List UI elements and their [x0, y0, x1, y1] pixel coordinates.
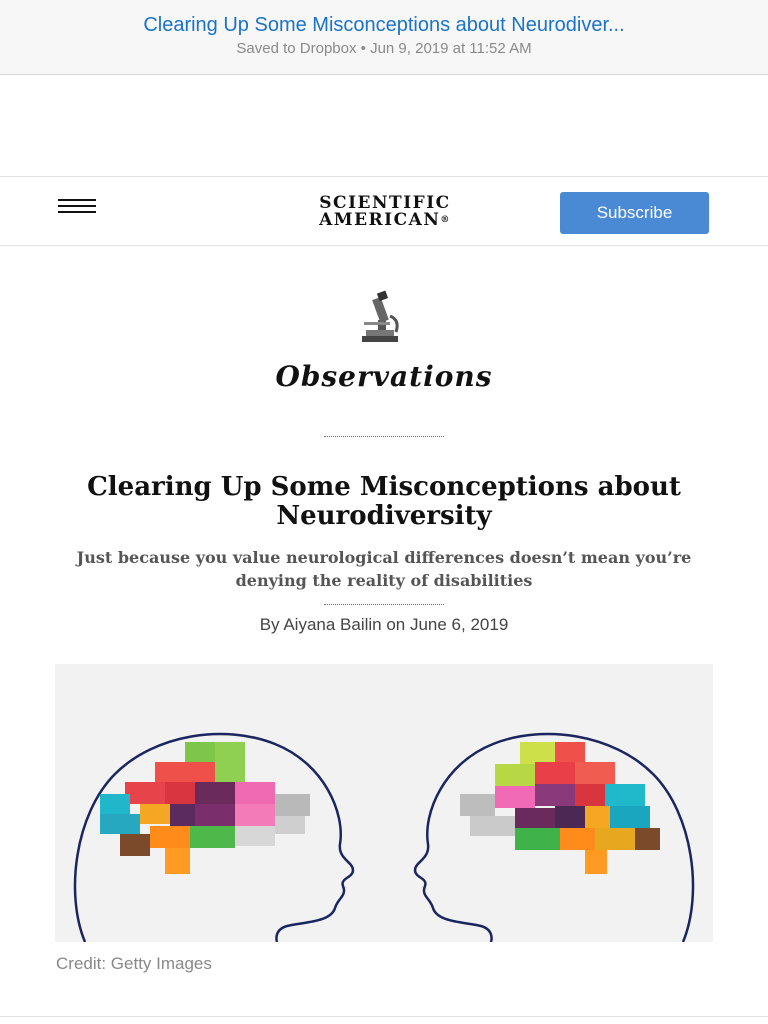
- logo-line-2: AMERICAN®: [319, 210, 451, 230]
- blog-name[interactable]: Observations: [275, 360, 493, 393]
- article-headline: Clearing Up Some Misconceptions about Neurodiversity: [87, 472, 681, 531]
- image-credit: Credit: Getty Images: [56, 954, 212, 973]
- saved-article-title-link[interactable]: Clearing Up Some Misconceptions about Neurodiver...: [143, 14, 625, 36]
- divider-byline: [324, 604, 444, 605]
- microscope-icon: [356, 290, 410, 348]
- site-navbar: [0, 176, 768, 246]
- bottom-divider: [0, 1016, 768, 1017]
- saved-meta-text: Saved to Dropbox • Jun 9, 2019 at 11:52 AM: [236, 40, 532, 57]
- saved-page-header: [0, 0, 768, 75]
- article-byline: By Aiyana Bailin on June 6, 2019: [259, 615, 509, 634]
- subscribe-button[interactable]: Subscribe: [560, 192, 709, 234]
- hamburger-menu-icon[interactable]: [58, 199, 98, 219]
- site-logo[interactable]: [270, 195, 500, 229]
- hero-image: [55, 664, 713, 942]
- divider-top: [324, 436, 444, 437]
- logo-line-1: SCIENTIFIC: [319, 193, 451, 213]
- article-deck: Just because you value neurological differences doesn’t mean you’re denying the reality of disabilities: [76, 548, 692, 590]
